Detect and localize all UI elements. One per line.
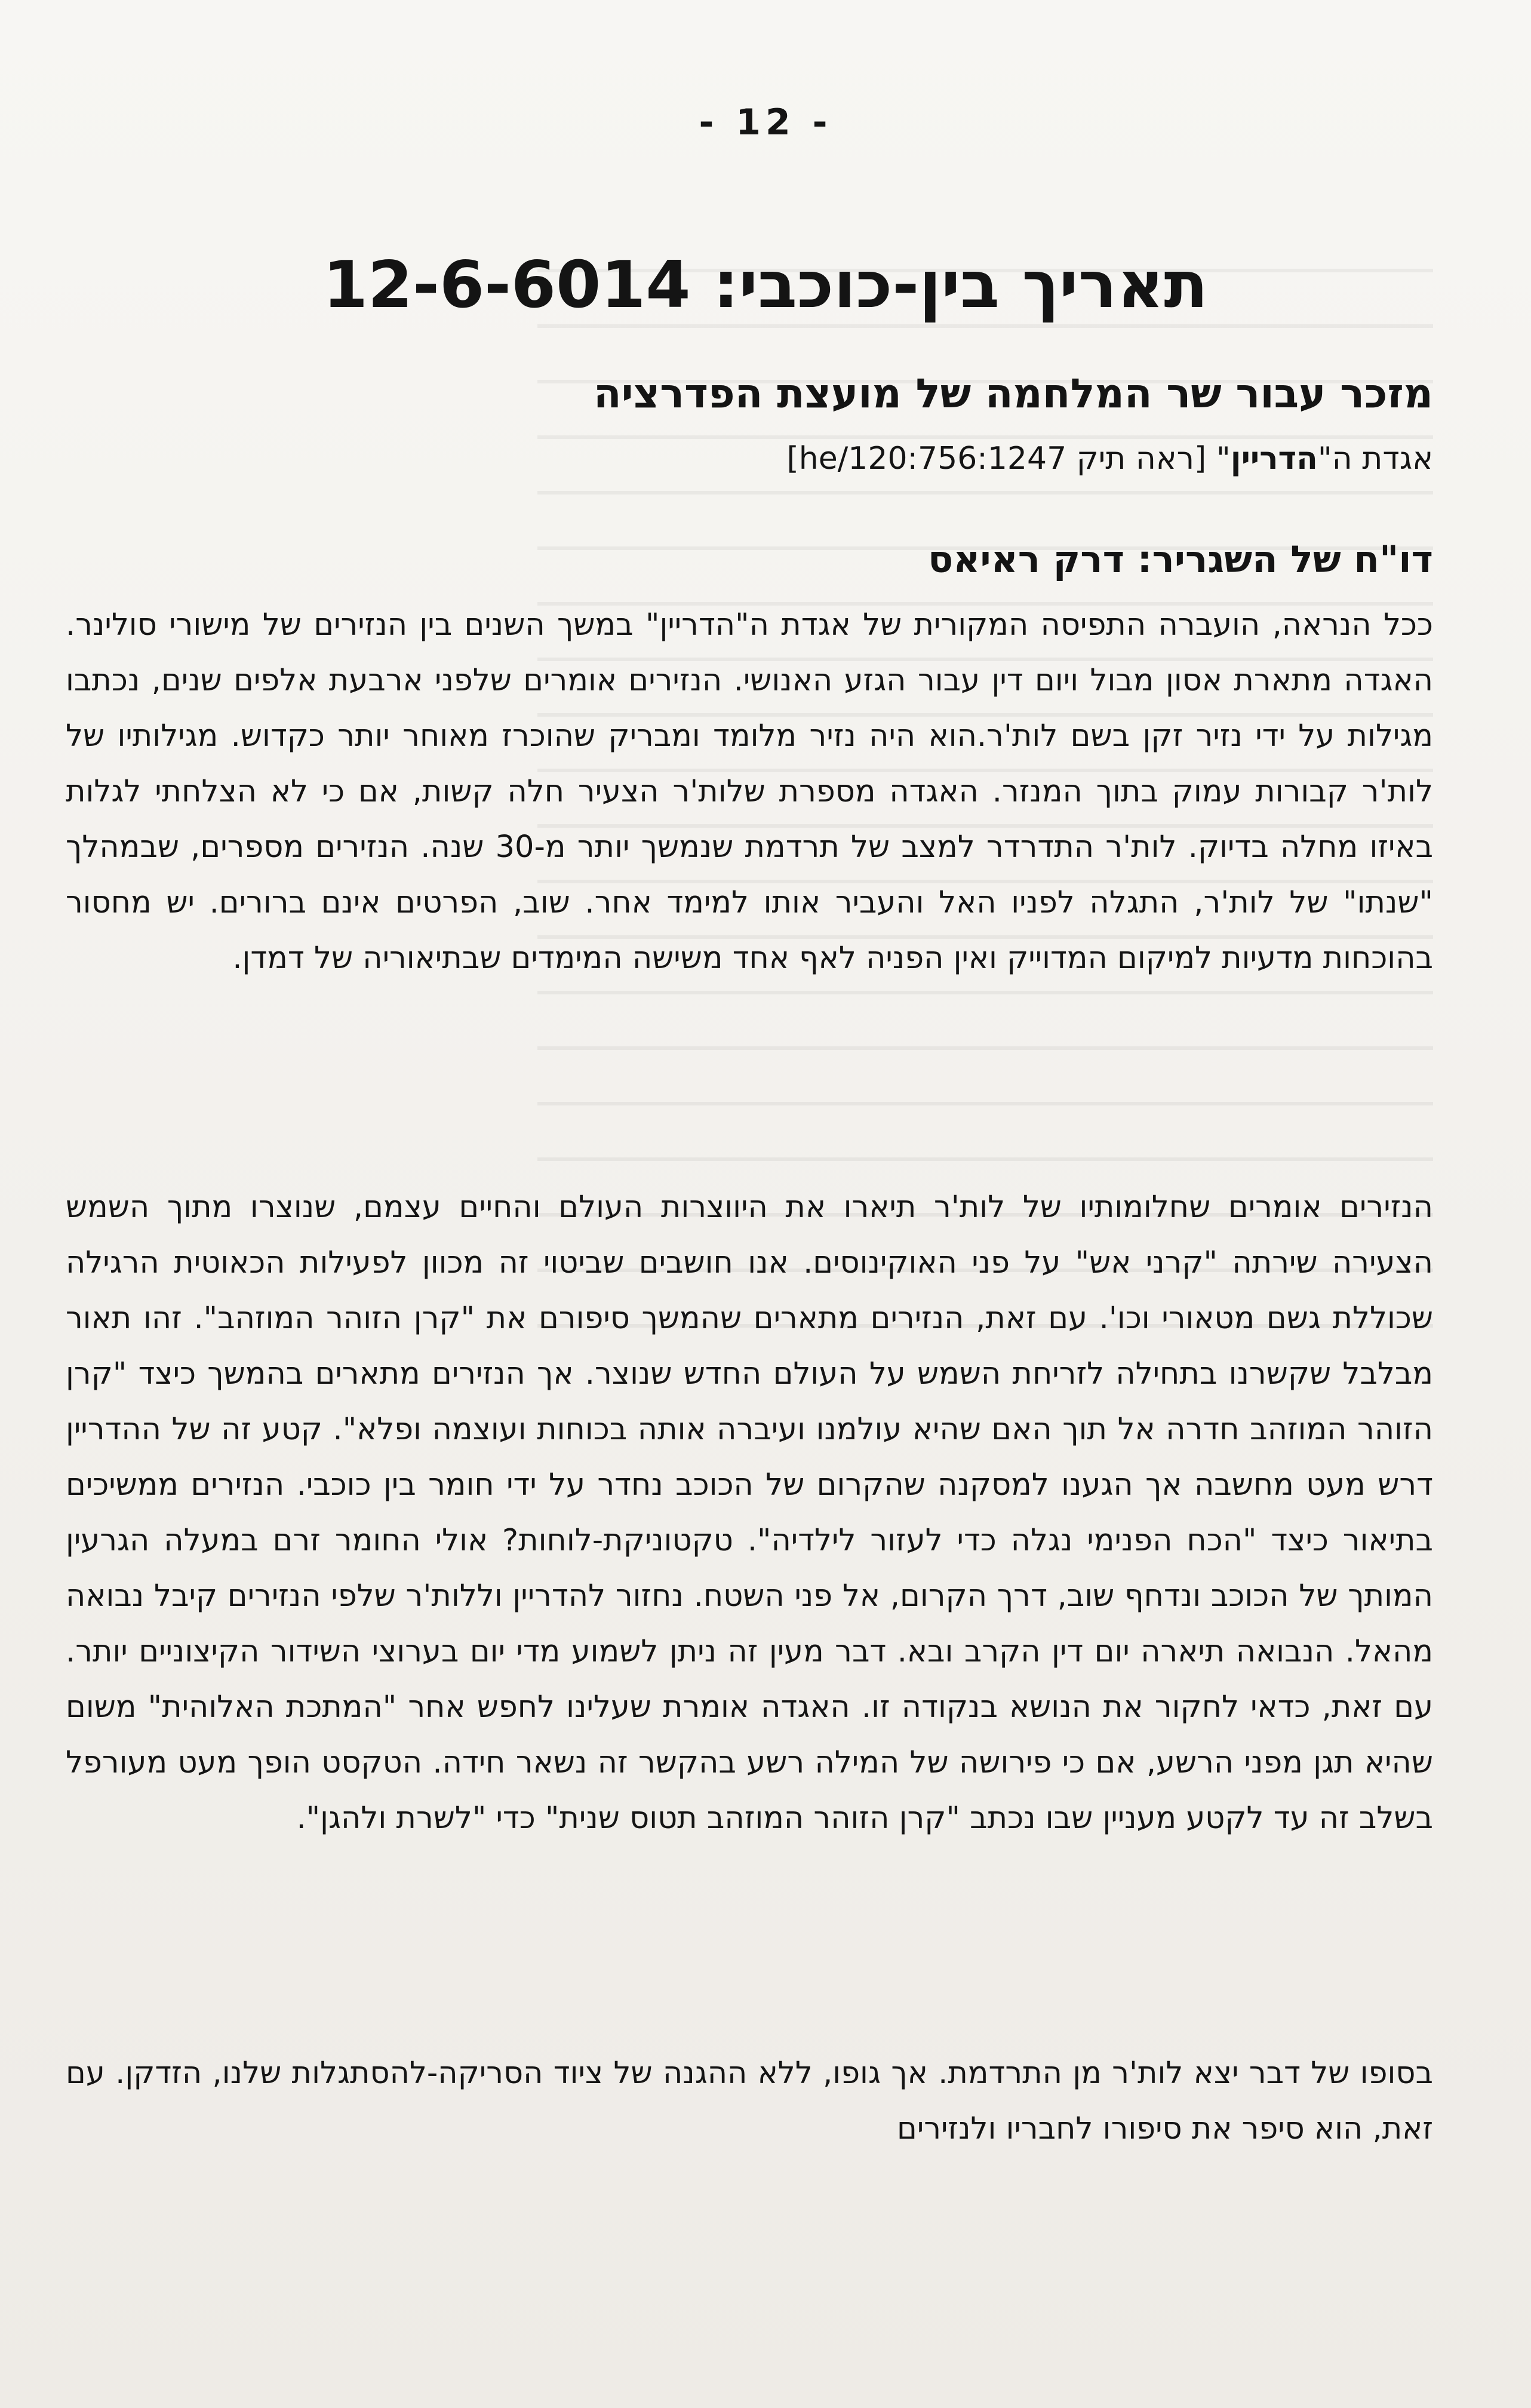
- source-prefix: אגדת ה": [1317, 441, 1433, 477]
- body-paragraph-2: הנזירים אומרים שחלומותיו של לות'ר תיארו את היווצרות העולם והחיים עצמם, שנוצרו מתוך השמש הצעירה שירתה "קרני אש" על פני האוקינוסים. אנו חושבים שביטוי זה מכוון לפעילות הכאוטית הרגילה שכוללת גשם מטאורי וכו'. עם זאת, הנזירים מתארים שהמשך סיפורם את "קרן הזוהר המוזהב". זהו תאור מבלבל שקשרנו בתחילה לזריחת השמש על העולם החדש שנוצר. אך הנזירים מתארים בהמשך כיצד "קרן הזוהר המוזהב חדרה אל תוך האם שהיא עולמנו ועיברה אותה בכוחות ועוצמה ופלא". קטע זה של ההדריין דרש מעט מחשבה אך הגענו למסקנה שהקרום של הכוכב נחדר על ידי חומר בין כוכבי. הנזירים ממשיכים בתיאור כיצד "הכח הפנימי נגלה כדי לעזור לילדיה". טקטוניקת-לוחות? אולי החומר זרם במעלה הגרעין המותך של הכוכב ונדחף שוב, דרך הקרום, אל פני השטח. נחזור להדריין וללות'ר שלפי הנזירים קיבל נבואה מהאל. הנבואה תיארה יום דין הקרב ובא. דבר מעין זה ניתן לשמוע מדי יום בערוצי השידור הקיצוניים יותר. עם זאת, כדאי לחקור את הנושא בנקודה זו. האגדה אומרת שעלינו לחפש אחר "המתכת האלוהית" משום שהיא תגן מפני הרשע, אם כי פירושה של המילה רשע בהקשר זה נשאר חידה. הטקסט הופך מעט מעורפל בשלב זה עד לקטע מעניין שבו נכתב "קרן הזוהר המוזהב תטוס שנית" כדי "לשרת ולהגן".: [66, 1190, 1433, 1836]
- page-title: תאריך בין-כוכבי: 12-6-6014: [322, 248, 1209, 322]
- source-suffix: " [ראה תיק 120:756:1247/he]: [786, 441, 1231, 477]
- memo-subtitle: מזכר עבור שר המלחמה של מועצת הפדרציה: [593, 370, 1433, 417]
- body-paragraph-3: בסופו של דבר יצא לות'ר מן התרדמת. אך גופו, ללא ההגנה של ציוד הסריקה-להסתגלות שלנו, הזדקן. עם זאת, הוא סיפר את סיפורו לחבריו ולנזירים: [66, 2056, 1433, 2146]
- report-heading: דו"ח של השגריר: דרק ראיאס: [928, 538, 1433, 581]
- body-paragraph-1: ככל הנראה, הועברה התפיסה המקורית של אגדת ה"הדריין" במשך השנים בין הנזירים של מישורי סולינר. האגדה מתארת אסון מבול ויום דין עבור הגזע האנושי. הנזירים אומרים שלפני ארבעת אלפים שנים, נכתבו מגילות על ידי נזיר זקן בשם לות'ר.הוא היה נזיר מלומד ומבריק שהוכרז מאוחר יותר כקדוש. מגילותיו של לות'ר קבורות עמוק בתוך המנזר. האגדה מספרת שלות'ר הצעיר חלה קשות, אם כי לא הצלחתי לגלות באיזו מחלה בדיוק. לות'ר התדרדר למצב של תרדמת שנמשך יותר מ-30 שנה. הנזירים מספרים, שבמהלך "שנתו" של לות'ר, התגלה לפניו האל והעביר אותו למימד אחר. שוב, הפרטים אינם ברורים. יש מחסור בהוכחות מדעיות למיקום המדוייק ואין הפניה לאף אחד משישה המימדים שבתיאוריה של דמדן.: [66, 607, 1433, 976]
- source-reference: [66, 441, 1433, 477]
- page-number: - 12 -: [699, 102, 832, 143]
- source-bold-term: הדריין: [1230, 441, 1318, 477]
